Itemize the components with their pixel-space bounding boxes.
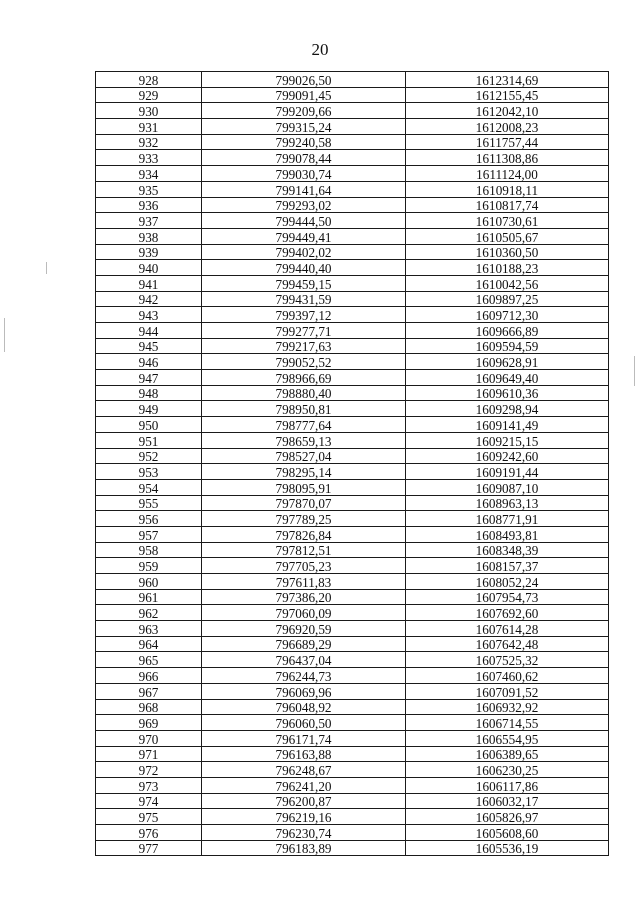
x-coordinate-cell: 797611,83 bbox=[202, 574, 406, 590]
point-number-cell: 969 bbox=[96, 715, 202, 731]
y-coordinate-cell: 1608157,37 bbox=[406, 558, 609, 574]
table-row bbox=[96, 762, 609, 778]
x-coordinate-cell: 796171,74 bbox=[202, 730, 406, 746]
x-coordinate-cell: 797060,09 bbox=[202, 605, 406, 621]
x-coordinate-cell: 798777,64 bbox=[202, 417, 406, 433]
y-coordinate-cell: 1610918,11 bbox=[406, 181, 609, 197]
table-row bbox=[96, 825, 609, 841]
table-row bbox=[96, 354, 609, 370]
y-coordinate-cell: 1608771,91 bbox=[406, 511, 609, 527]
table-row bbox=[96, 652, 609, 668]
point-number-cell: 947 bbox=[96, 370, 202, 386]
table-row bbox=[96, 526, 609, 542]
y-coordinate-cell: 1609610,36 bbox=[406, 385, 609, 401]
table-row bbox=[96, 134, 609, 150]
y-coordinate-cell: 1607460,62 bbox=[406, 668, 609, 684]
x-coordinate-cell: 796248,67 bbox=[202, 762, 406, 778]
point-number-cell: 941 bbox=[96, 275, 202, 291]
x-coordinate-cell: 799402,02 bbox=[202, 244, 406, 260]
y-coordinate-cell: 1608052,24 bbox=[406, 574, 609, 590]
x-coordinate-cell: 798880,40 bbox=[202, 385, 406, 401]
y-coordinate-cell: 1609242,60 bbox=[406, 448, 609, 464]
x-coordinate-cell: 797705,23 bbox=[202, 558, 406, 574]
page-number: 20 bbox=[311, 40, 329, 59]
table-row bbox=[96, 307, 609, 323]
point-number-cell: 934 bbox=[96, 166, 202, 182]
y-coordinate-cell: 1609141,49 bbox=[406, 417, 609, 433]
point-number-cell: 968 bbox=[96, 699, 202, 715]
x-coordinate-cell: 796244,73 bbox=[202, 668, 406, 684]
point-number-cell: 957 bbox=[96, 526, 202, 542]
point-number-cell: 977 bbox=[96, 840, 202, 856]
y-coordinate-cell: 1606932,92 bbox=[406, 699, 609, 715]
y-coordinate-cell: 1609897,25 bbox=[406, 291, 609, 307]
point-number-cell: 946 bbox=[96, 354, 202, 370]
x-coordinate-cell: 796060,50 bbox=[202, 715, 406, 731]
table-row bbox=[96, 432, 609, 448]
x-coordinate-cell: 797826,84 bbox=[202, 526, 406, 542]
x-coordinate-cell: 799030,74 bbox=[202, 166, 406, 182]
table-row bbox=[96, 542, 609, 558]
table-row bbox=[96, 291, 609, 307]
table-row bbox=[96, 103, 609, 119]
table-row bbox=[96, 244, 609, 260]
x-coordinate-cell: 796689,29 bbox=[202, 636, 406, 652]
y-coordinate-cell: 1609298,94 bbox=[406, 401, 609, 417]
x-coordinate-cell: 799091,45 bbox=[202, 87, 406, 103]
point-number-cell: 958 bbox=[96, 542, 202, 558]
y-coordinate-cell: 1605608,60 bbox=[406, 825, 609, 841]
point-number-cell: 952 bbox=[96, 448, 202, 464]
y-coordinate-cell: 1610817,74 bbox=[406, 197, 609, 213]
y-coordinate-cell: 1611124,00 bbox=[406, 166, 609, 182]
point-number-cell: 940 bbox=[96, 260, 202, 276]
y-coordinate-cell: 1610042,56 bbox=[406, 275, 609, 291]
x-coordinate-cell: 798659,13 bbox=[202, 432, 406, 448]
point-number-cell: 933 bbox=[96, 150, 202, 166]
y-coordinate-cell: 1609666,89 bbox=[406, 323, 609, 339]
point-number-cell: 953 bbox=[96, 464, 202, 480]
point-number-cell: 972 bbox=[96, 762, 202, 778]
x-coordinate-cell: 796437,04 bbox=[202, 652, 406, 668]
x-coordinate-cell: 797386,20 bbox=[202, 589, 406, 605]
y-coordinate-cell: 1610188,23 bbox=[406, 260, 609, 276]
point-number-cell: 938 bbox=[96, 228, 202, 244]
table-row bbox=[96, 323, 609, 339]
y-coordinate-cell: 1609628,91 bbox=[406, 354, 609, 370]
y-coordinate-cell: 1605536,19 bbox=[406, 840, 609, 856]
y-coordinate-cell: 1609712,30 bbox=[406, 307, 609, 323]
y-coordinate-cell: 1607954,73 bbox=[406, 589, 609, 605]
x-coordinate-cell: 799217,63 bbox=[202, 338, 406, 354]
table-row bbox=[96, 840, 609, 856]
table-row bbox=[96, 338, 609, 354]
point-number-cell: 970 bbox=[96, 730, 202, 746]
table-row bbox=[96, 260, 609, 276]
y-coordinate-cell: 1612314,69 bbox=[406, 72, 609, 88]
table-row bbox=[96, 401, 609, 417]
table-row bbox=[96, 87, 609, 103]
point-number-cell: 967 bbox=[96, 683, 202, 699]
point-number-cell: 973 bbox=[96, 777, 202, 793]
point-number-cell: 971 bbox=[96, 746, 202, 762]
point-number-cell: 975 bbox=[96, 809, 202, 825]
table-row bbox=[96, 464, 609, 480]
point-number-cell: 928 bbox=[96, 72, 202, 88]
point-number-cell: 955 bbox=[96, 495, 202, 511]
x-coordinate-cell: 798950,81 bbox=[202, 401, 406, 417]
point-number-cell: 944 bbox=[96, 323, 202, 339]
x-coordinate-cell: 796200,87 bbox=[202, 793, 406, 809]
x-coordinate-cell: 796183,89 bbox=[202, 840, 406, 856]
table-row bbox=[96, 730, 609, 746]
point-number-cell: 931 bbox=[96, 119, 202, 135]
x-coordinate-cell: 796920,59 bbox=[202, 621, 406, 637]
x-coordinate-cell: 796163,88 bbox=[202, 746, 406, 762]
table-row bbox=[96, 228, 609, 244]
x-coordinate-cell: 797789,25 bbox=[202, 511, 406, 527]
x-coordinate-cell: 796230,74 bbox=[202, 825, 406, 841]
table-row bbox=[96, 558, 609, 574]
scan-edge-mark-mid bbox=[46, 262, 47, 274]
x-coordinate-cell: 797812,51 bbox=[202, 542, 406, 558]
table-row bbox=[96, 777, 609, 793]
y-coordinate-cell: 1606230,25 bbox=[406, 762, 609, 778]
table-row bbox=[96, 181, 609, 197]
x-coordinate-cell: 798095,91 bbox=[202, 479, 406, 495]
table-row bbox=[96, 589, 609, 605]
x-coordinate-cell: 799397,12 bbox=[202, 307, 406, 323]
scan-edge-mark-right bbox=[634, 356, 635, 386]
y-coordinate-cell: 1608493,81 bbox=[406, 526, 609, 542]
y-coordinate-cell: 1608963,13 bbox=[406, 495, 609, 511]
x-coordinate-cell: 798966,69 bbox=[202, 370, 406, 386]
point-number-cell: 966 bbox=[96, 668, 202, 684]
point-number-cell: 960 bbox=[96, 574, 202, 590]
y-coordinate-cell: 1609215,15 bbox=[406, 432, 609, 448]
x-coordinate-cell: 796048,92 bbox=[202, 699, 406, 715]
point-number-cell: 976 bbox=[96, 825, 202, 841]
y-coordinate-cell: 1610505,67 bbox=[406, 228, 609, 244]
point-number-cell: 932 bbox=[96, 134, 202, 150]
y-coordinate-cell: 1605826,97 bbox=[406, 809, 609, 825]
y-coordinate-cell: 1606714,55 bbox=[406, 715, 609, 731]
x-coordinate-cell: 799209,66 bbox=[202, 103, 406, 119]
table-row bbox=[96, 119, 609, 135]
table-row bbox=[96, 668, 609, 684]
y-coordinate-cell: 1610360,50 bbox=[406, 244, 609, 260]
y-coordinate-cell: 1611308,86 bbox=[406, 150, 609, 166]
table-row bbox=[96, 793, 609, 809]
table-row bbox=[96, 746, 609, 762]
point-number-cell: 949 bbox=[96, 401, 202, 417]
x-coordinate-cell: 799078,44 bbox=[202, 150, 406, 166]
point-number-cell: 974 bbox=[96, 793, 202, 809]
x-coordinate-cell: 796219,16 bbox=[202, 809, 406, 825]
y-coordinate-cell: 1606032,17 bbox=[406, 793, 609, 809]
point-number-cell: 929 bbox=[96, 87, 202, 103]
point-number-cell: 963 bbox=[96, 621, 202, 637]
table-row bbox=[96, 511, 609, 527]
point-number-cell: 948 bbox=[96, 385, 202, 401]
point-number-cell: 956 bbox=[96, 511, 202, 527]
y-coordinate-cell: 1608348,39 bbox=[406, 542, 609, 558]
point-number-cell: 951 bbox=[96, 432, 202, 448]
table-row bbox=[96, 605, 609, 621]
y-coordinate-cell: 1609649,40 bbox=[406, 370, 609, 386]
x-coordinate-cell: 799440,40 bbox=[202, 260, 406, 276]
table-row bbox=[96, 213, 609, 229]
table-row bbox=[96, 574, 609, 590]
table-row bbox=[96, 448, 609, 464]
table-row bbox=[96, 699, 609, 715]
x-coordinate-cell: 799052,52 bbox=[202, 354, 406, 370]
coordinates-table bbox=[95, 71, 609, 856]
table-row bbox=[96, 715, 609, 731]
table-row bbox=[96, 197, 609, 213]
y-coordinate-cell: 1609191,44 bbox=[406, 464, 609, 480]
scan-edge-mark-left bbox=[4, 318, 5, 352]
table-row bbox=[96, 417, 609, 433]
x-coordinate-cell: 799026,50 bbox=[202, 72, 406, 88]
y-coordinate-cell: 1606554,95 bbox=[406, 730, 609, 746]
y-coordinate-cell: 1607525,32 bbox=[406, 652, 609, 668]
x-coordinate-cell: 796241,20 bbox=[202, 777, 406, 793]
y-coordinate-cell: 1606389,65 bbox=[406, 746, 609, 762]
table-row bbox=[96, 495, 609, 511]
x-coordinate-cell: 798295,14 bbox=[202, 464, 406, 480]
point-number-cell: 942 bbox=[96, 291, 202, 307]
y-coordinate-cell: 1609594,59 bbox=[406, 338, 609, 354]
y-coordinate-cell: 1607642,48 bbox=[406, 636, 609, 652]
y-coordinate-cell: 1612008,23 bbox=[406, 119, 609, 135]
y-coordinate-cell: 1607692,60 bbox=[406, 605, 609, 621]
x-coordinate-cell: 797870,07 bbox=[202, 495, 406, 511]
y-coordinate-cell: 1607091,52 bbox=[406, 683, 609, 699]
x-coordinate-cell: 798527,04 bbox=[202, 448, 406, 464]
x-coordinate-cell: 799459,15 bbox=[202, 275, 406, 291]
table-row bbox=[96, 275, 609, 291]
y-coordinate-cell: 1611757,44 bbox=[406, 134, 609, 150]
point-number-cell: 943 bbox=[96, 307, 202, 323]
point-number-cell: 939 bbox=[96, 244, 202, 260]
x-coordinate-cell: 799444,50 bbox=[202, 213, 406, 229]
table-row bbox=[96, 385, 609, 401]
x-coordinate-cell: 799293,02 bbox=[202, 197, 406, 213]
table-row bbox=[96, 636, 609, 652]
x-coordinate-cell: 796069,96 bbox=[202, 683, 406, 699]
x-coordinate-cell: 799315,24 bbox=[202, 119, 406, 135]
y-coordinate-cell: 1610730,61 bbox=[406, 213, 609, 229]
point-number-cell: 936 bbox=[96, 197, 202, 213]
y-coordinate-cell: 1612155,45 bbox=[406, 87, 609, 103]
y-coordinate-cell: 1607614,28 bbox=[406, 621, 609, 637]
table-row bbox=[96, 809, 609, 825]
x-coordinate-cell: 799141,64 bbox=[202, 181, 406, 197]
point-number-cell: 962 bbox=[96, 605, 202, 621]
point-number-cell: 937 bbox=[96, 213, 202, 229]
point-number-cell: 961 bbox=[96, 589, 202, 605]
point-number-cell: 950 bbox=[96, 417, 202, 433]
table-row bbox=[96, 479, 609, 495]
point-number-cell: 964 bbox=[96, 636, 202, 652]
y-coordinate-cell: 1609087,10 bbox=[406, 479, 609, 495]
point-number-cell: 945 bbox=[96, 338, 202, 354]
table-row bbox=[96, 683, 609, 699]
x-coordinate-cell: 799240,58 bbox=[202, 134, 406, 150]
table-row bbox=[96, 150, 609, 166]
y-coordinate-cell: 1612042,10 bbox=[406, 103, 609, 119]
table-row bbox=[96, 72, 609, 88]
point-number-cell: 965 bbox=[96, 652, 202, 668]
y-coordinate-cell: 1606117,86 bbox=[406, 777, 609, 793]
point-number-cell: 954 bbox=[96, 479, 202, 495]
table-row bbox=[96, 370, 609, 386]
coordinates-table-body bbox=[96, 72, 609, 856]
x-coordinate-cell: 799431,59 bbox=[202, 291, 406, 307]
x-coordinate-cell: 799449,41 bbox=[202, 228, 406, 244]
table-row bbox=[96, 166, 609, 182]
point-number-cell: 935 bbox=[96, 181, 202, 197]
table-row bbox=[96, 621, 609, 637]
point-number-cell: 959 bbox=[96, 558, 202, 574]
x-coordinate-cell: 799277,71 bbox=[202, 323, 406, 339]
point-number-cell: 930 bbox=[96, 103, 202, 119]
